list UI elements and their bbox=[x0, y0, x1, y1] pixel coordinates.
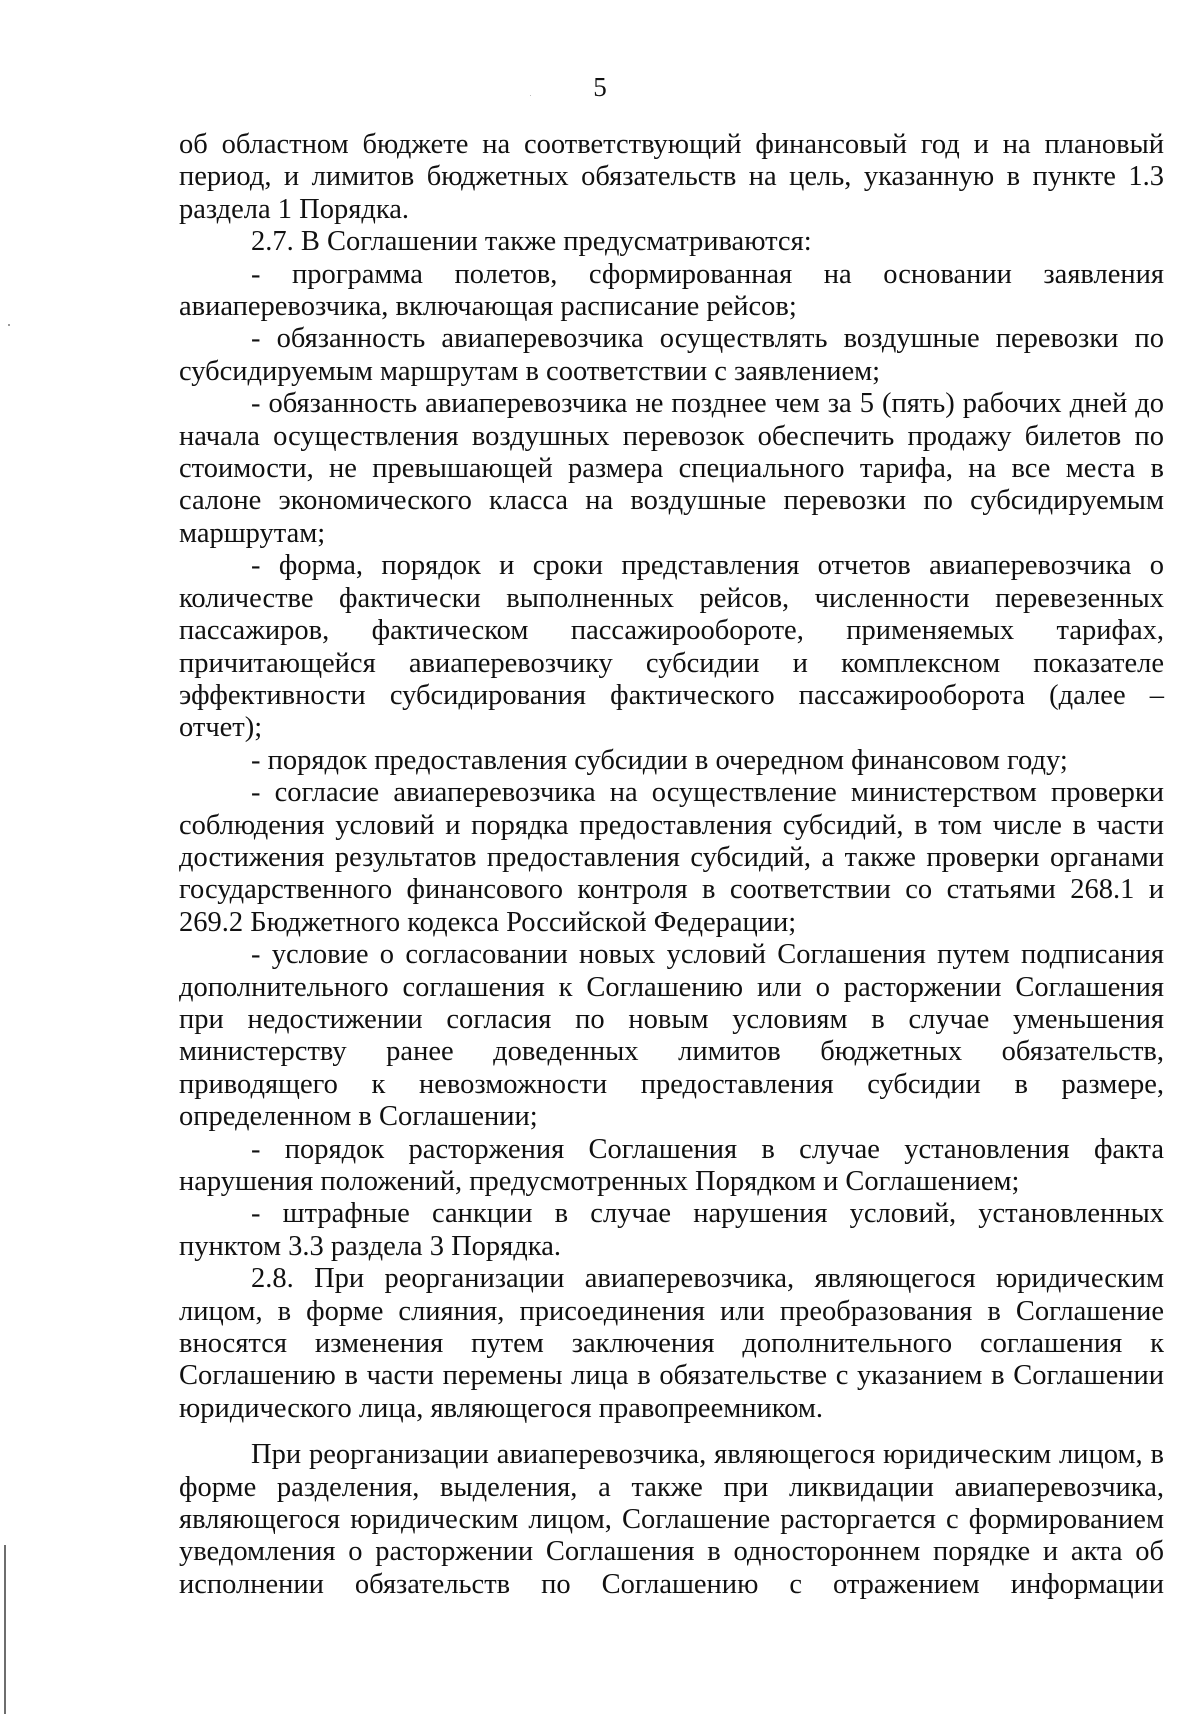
paragraph: - штрафные санкции в случае нарушения условий, установленных пунктом 3.3 раздела 3 Порядка. bbox=[179, 1198, 1164, 1262]
paragraph: - порядок предоставления субсидии в очередном финансовом году; bbox=[251, 744, 1068, 776]
scan-artifact bbox=[4, 1545, 6, 1714]
paragraph: - обязанность авиаперевозчика осуществлять воздушные перевозки по субсидируемым маршрутам в соответствии с заявлением; bbox=[179, 323, 1164, 387]
paragraph: - программа полетов, сформированная на основании заявления авиаперевозчика, включающая расписание рейсов; bbox=[179, 258, 1164, 323]
document-body bbox=[179, 129, 1164, 1601]
paragraph: - обязанность авиаперевозчика не позднее чем за 5 (пять) рабочих дней до начала осуществления воздушных перевозок обеспечить продажу билетов по стоимости, не превышающей размера специального тарифа, на все места в салоне экономического класса на воздушные перевозки по субсидируемым маршрутам; bbox=[179, 388, 1164, 549]
paragraph: об областном бюджете на соответствующий финансовый год и на плановый период, и лимитов бюджетных обязательств на цель, указанную в пункте 1.3 раздела 1 Порядка. bbox=[179, 129, 1164, 225]
paragraph: 2.8. При реорганизации авиаперевозчика, являющегося юридическим лицом, в форме слияния, присоединения или преобразования в Соглашение вносятся изменения путем заключения дополнительного соглашения к Соглашению в части перемены лица в обязательстве с указанием в Соглашении юридического лица, являющегося правопреемником. bbox=[179, 1263, 1164, 1424]
paragraph: - форма, порядок и сроки представления отчетов авиаперевозчика о количестве фактически выполненных рейсов, численности перевезенных пассажиров, фактическом пассажирообороте, применяемых тарифах, причитающейся авиаперевозчику субсидии и комплексном показателе эффективности субсидирования фактического пассажирооборота (далее – отчет); bbox=[179, 550, 1164, 744]
paragraph: При реорганизации авиаперевозчика, являющегося юридическим лицом, в форме разделения, выделения, а также при ликвидации авиаперевозчика, являющегося юридическим лицом, Соглашение расторгается с формированием уведомления о расторжении Соглашения в одностороннем порядке и акта об исполнении обязательств по Соглашению с отражением информации bbox=[179, 1439, 1164, 1600]
paragraph: - согласие авиаперевозчика на осуществление министерством проверки соблюдения условий и порядка предоставления субсидий, в том числе в части достижения результатов предоставления субсидий, а также проверки органами государственного финансового контроля в соответствии со статьями 268.1 и 269.2 Бюджетного кодекса Российской Федерации; bbox=[179, 777, 1164, 938]
paragraph: - условие о согласовании новых условий Соглашения путем подписания дополнительного соглашения к Соглашению или о расторжении Соглашения при недостижении согласия по новым условиям в случае уменьшения министерству ранее доведенных лимитов бюджетных обязательств, приводящего к невозможности предоставления субсидии в размере, определенном в Соглашении; bbox=[179, 939, 1164, 1133]
page-number: 5 bbox=[593, 72, 607, 102]
scan-artifact bbox=[8, 324, 10, 326]
paragraph: - порядок расторжения Соглашения в случае установления факта нарушения положений, предусмотренных Порядком и Соглашением; bbox=[179, 1133, 1164, 1197]
paragraph: 2.7. В Соглашении также предусматриваются: bbox=[251, 226, 812, 258]
